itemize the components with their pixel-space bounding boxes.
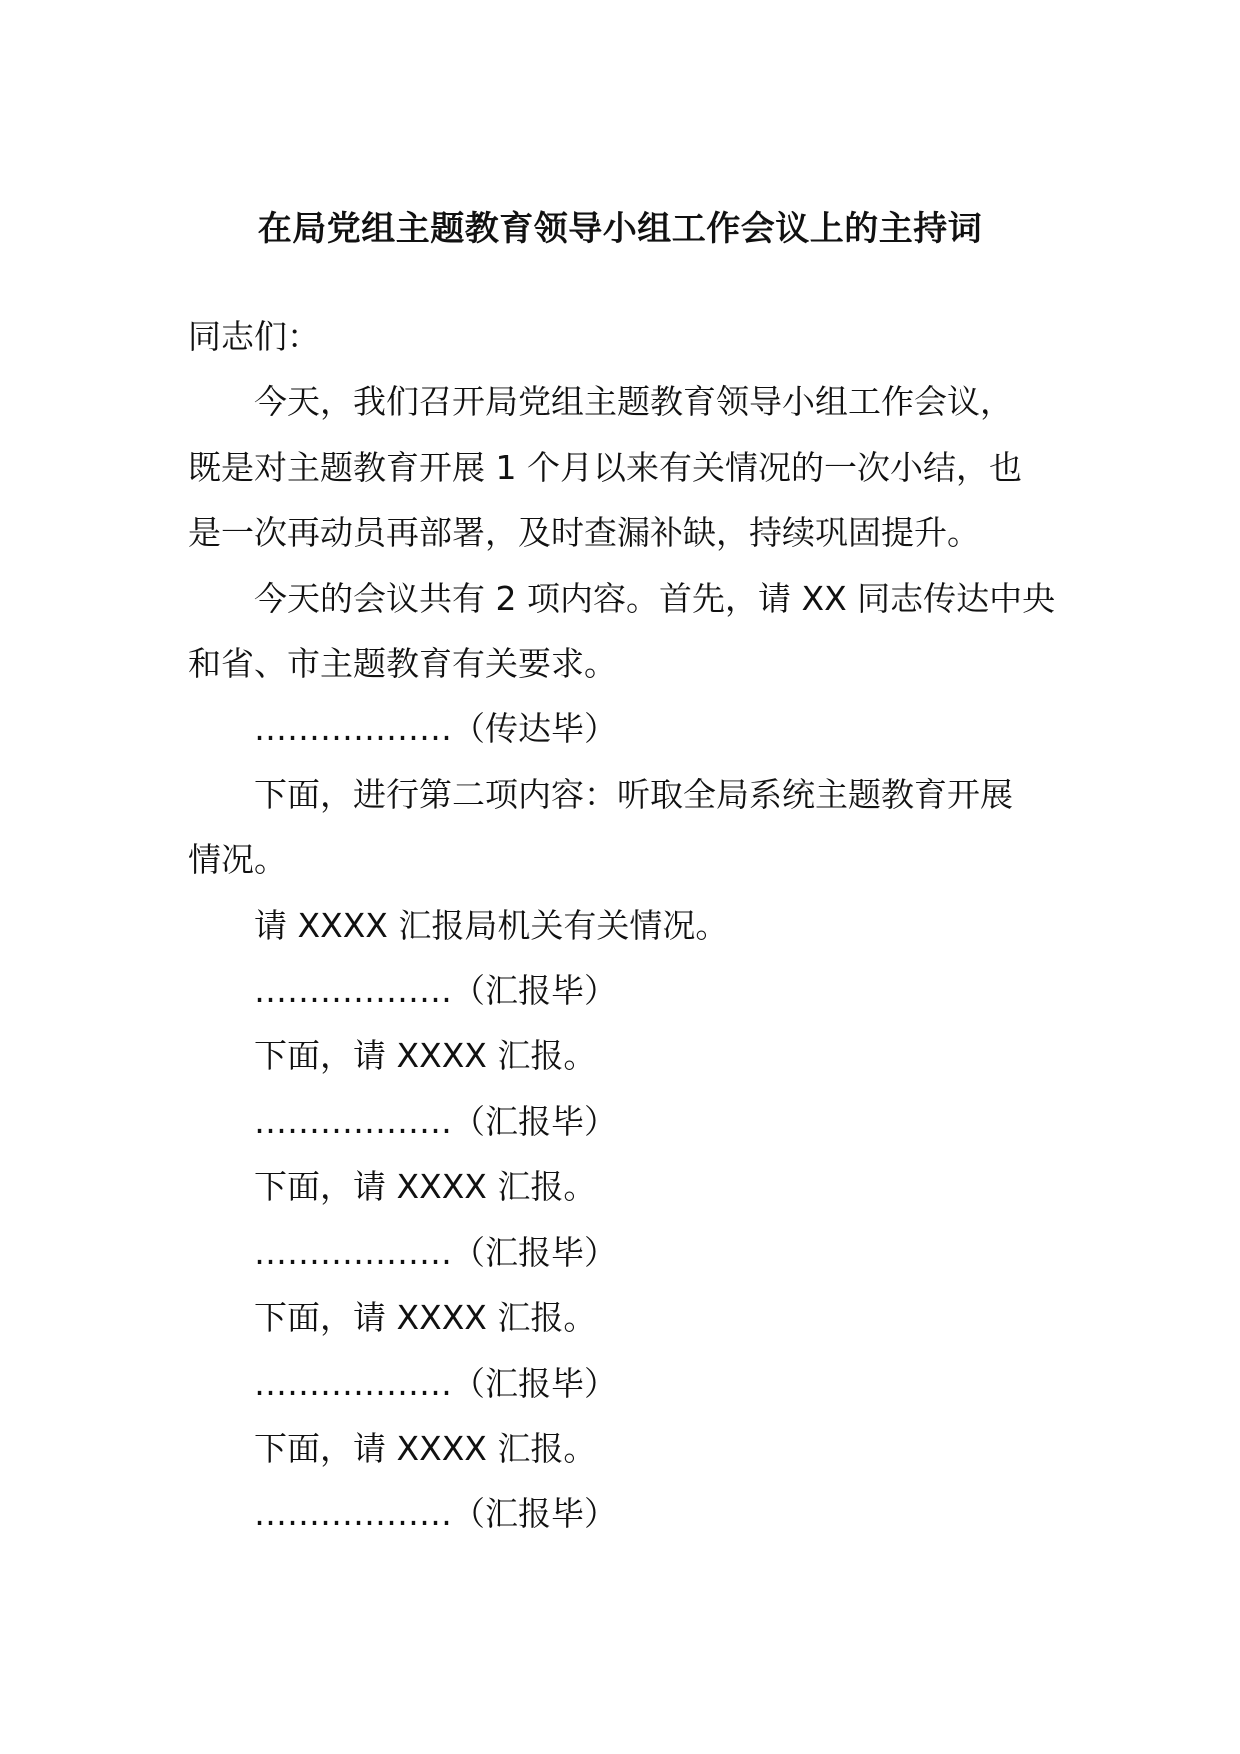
paragraph-line: 今天的会议共有 2 项内容。首先，请 XX 同志传达中央	[254, 578, 1056, 618]
salutation: 同志们：	[188, 317, 320, 356]
paragraph-line: 既是对主题教育开展 1 个月以来有关情况的一次小结，也	[188, 447, 1022, 487]
paragraph-line: ………………（传达毕）	[254, 709, 617, 749]
document-body	[188, 304, 1058, 1547]
paragraph-line: 和省、市主题教育有关要求。	[188, 644, 617, 684]
paragraph-line: 下面，进行第二项内容：听取全局系统主题教育开展	[254, 774, 1013, 814]
paragraph-line: 下面，请 XXXX 汇报。	[254, 1167, 597, 1207]
paragraph-line: 下面，请 XXXX 汇报。	[254, 1036, 597, 1076]
paragraph-line: 下面，请 XXXX 汇报。	[254, 1428, 597, 1468]
document-title: 在局党组主题教育领导小组工作会议上的主持词	[257, 209, 983, 249]
paragraph-line: 情况。	[188, 840, 287, 880]
paragraph-line: ………………（汇报毕）	[254, 971, 617, 1011]
paragraph-line: 是一次再动员再部署，及时查漏补缺，持续巩固提升。	[188, 513, 980, 553]
paragraph-line: ………………（汇报毕）	[254, 1101, 617, 1141]
paragraph-line: 请 XXXX 汇报局机关有关情况。	[254, 905, 729, 945]
paragraph-line: ………………（汇报毕）	[254, 1494, 617, 1534]
paragraph-line: ………………（汇报毕）	[254, 1363, 617, 1403]
paragraph-line: 今天，我们召开局党组主题教育领导小组工作会议，	[254, 382, 1013, 422]
paragraph-line: ………………（汇报毕）	[254, 1232, 617, 1272]
paragraph-line: 下面，请 XXXX 汇报。	[254, 1298, 597, 1338]
